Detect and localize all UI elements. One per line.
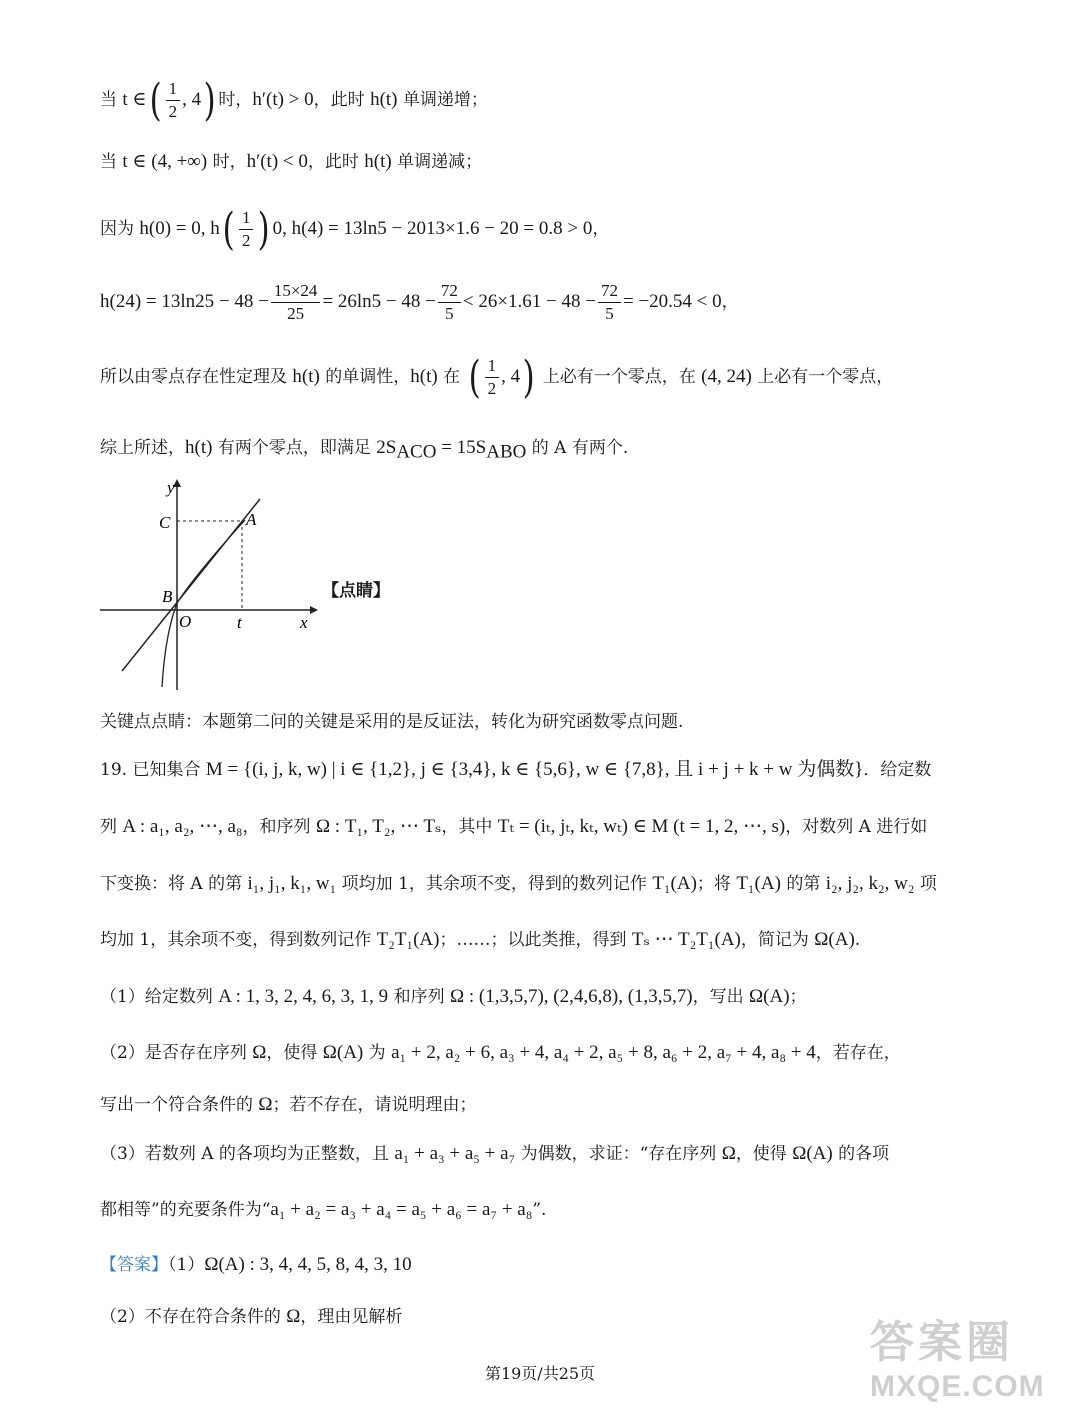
text-fragment: 写出一个符合条件的 xyxy=(100,1095,259,1115)
label-c: C xyxy=(159,513,171,532)
math-expression: h′(t) > 0 xyxy=(252,89,314,110)
text-fragment: （1） xyxy=(168,1255,205,1275)
watermark-url: MXQE.COM xyxy=(870,1370,1045,1403)
text-fragment: 和序列 xyxy=(388,987,450,1007)
left-paren: ( xyxy=(149,74,162,126)
fraction-denominator: 5 xyxy=(445,304,454,323)
right-paren: ) xyxy=(522,351,535,403)
math-expression: Ω xyxy=(258,1094,273,1115)
text-fragment: 上必有一个零点，在 xyxy=(537,367,702,387)
math-expression: = 15S xyxy=(436,437,487,458)
math-expression: A : 1, 3, 2, 4, 6, 3, 1, 9 xyxy=(218,986,389,1007)
text-line-1 xyxy=(100,74,488,126)
subscript: ACO xyxy=(396,441,437,463)
text-fragment: . xyxy=(854,930,861,950)
text-fragment: 19. 已知集合 xyxy=(100,760,206,780)
text-fragment: ；……；以此类推，得到 xyxy=(439,930,632,950)
math-expression: h(0) = 0, h xyxy=(139,218,220,239)
math-expression: Ω(A) xyxy=(792,1143,833,1164)
page-footer: 第19页/共25页 xyxy=(484,1364,596,1383)
fraction-one-half xyxy=(485,355,500,400)
text-fragment: （1）给定数列 xyxy=(100,987,219,1007)
text-line-5 xyxy=(100,351,894,403)
answer-line-1 xyxy=(100,1253,412,1277)
text-fragment: 单调递增； xyxy=(397,90,488,110)
label-b: B xyxy=(162,587,173,606)
fraction-numerator: 1 xyxy=(166,78,181,101)
text-fragment: 因为 xyxy=(100,219,140,239)
left-paren: ( xyxy=(222,203,235,255)
math-expression: T₁(A) xyxy=(736,873,781,894)
tip-heading: 【点睛】 xyxy=(322,581,390,601)
math-expression: h′(t) < 0 xyxy=(246,151,308,172)
text-line-3 xyxy=(100,203,610,255)
text-fragment: 列 xyxy=(100,817,123,837)
function-graph-figure xyxy=(95,475,325,695)
fraction-numerator: 1 xyxy=(239,207,254,230)
text-fragment: ，此时 xyxy=(313,90,371,110)
math-expression: h(24) = 13ln25 − 48 − xyxy=(100,291,269,312)
fraction-numerator: 15×24 xyxy=(271,280,321,303)
question-19-line-1 xyxy=(100,758,931,782)
math-expression: , 4 xyxy=(501,366,521,387)
math-expression: = 26ln5 − 48 − xyxy=(322,291,436,312)
fraction-denominator: 2 xyxy=(241,231,251,250)
text-fragment: 关键点点睛：本题第二问的关键是采用的是反证法，转化为研究函数零点问题. xyxy=(100,712,684,732)
text-fragment: ， xyxy=(721,292,739,312)
text-fragment: 为偶数，求证：“存在序列 xyxy=(515,1144,722,1164)
question-19-part-2-line-2 xyxy=(100,1093,477,1117)
text-fragment: ，此时 xyxy=(307,152,365,172)
math-expression: T₁(A) xyxy=(652,873,697,894)
text-line-7 xyxy=(100,710,683,734)
math-expression: Ω : T₁, T₂, ⋯ Tₛ xyxy=(315,816,442,837)
text-fragment: 下变换：将 A 的第 xyxy=(100,874,248,894)
text-fragment: 时， xyxy=(207,152,247,172)
question-19-part-3-line-2 xyxy=(100,1198,546,1222)
fraction-numerator: 72 xyxy=(438,280,461,303)
question-19-part-1 xyxy=(100,985,807,1009)
math-expression: Ω(A) xyxy=(814,929,855,950)
question-19-line-3 xyxy=(100,872,937,896)
text-fragment: ，其中 xyxy=(441,817,498,837)
math-expression: t ∈ xyxy=(122,89,147,110)
fraction-one-half xyxy=(239,207,254,252)
text-fragment: ，写出 xyxy=(692,987,750,1007)
label-a: A xyxy=(246,510,257,529)
fraction-one-half xyxy=(166,78,181,123)
text-fragment: ； xyxy=(789,987,807,1007)
answer-tag: 【答案】 xyxy=(100,1255,168,1275)
text-fragment: 的 A 有两个. xyxy=(526,438,629,458)
text-fragment: ”. xyxy=(532,1200,547,1220)
text-fragment: 所以由零点存在性定理及 xyxy=(100,367,293,387)
math-expression: i₂, j₂, k₂, w₂ xyxy=(825,873,915,894)
math-expression: h(t) xyxy=(370,89,398,110)
text-fragment: 项均加 1，其余项不变，得到的数列记作 xyxy=(336,874,653,894)
math-expression: Ω xyxy=(252,1042,267,1063)
left-paren: ( xyxy=(468,351,481,403)
math-expression: h(t) xyxy=(410,366,438,387)
text-fragment: ．给定数 xyxy=(863,760,932,780)
curve xyxy=(162,520,245,687)
text-fragment: 当 xyxy=(100,152,123,172)
math-expression: Tₜ = (iₜ, jₜ, kₜ, wₜ) ∈ M (t = 1, 2, ⋯, s) xyxy=(497,816,786,837)
math-expression: , 4 xyxy=(182,89,202,110)
fraction xyxy=(271,280,321,325)
right-paren: ) xyxy=(203,74,216,126)
text-line-4 xyxy=(100,280,739,325)
fraction xyxy=(598,280,621,325)
text-fragment: 均加 1，其余项不变，得到数列记作 xyxy=(100,930,377,950)
fraction-denominator: 2 xyxy=(487,379,497,398)
text-fragment: 当 xyxy=(100,90,123,110)
fraction-denominator: 2 xyxy=(168,102,178,121)
math-expression: A : a₁, a₂, ⋯, a₈ xyxy=(122,816,243,837)
right-paren: ) xyxy=(258,203,271,255)
text-fragment: 的单调性， xyxy=(319,367,411,387)
text-fragment: 都相等”的充要条件为“ xyxy=(100,1200,271,1220)
math-expression: h(t) xyxy=(185,437,213,458)
label-t: t xyxy=(237,613,242,632)
text-fragment: 为 xyxy=(363,1043,392,1063)
text-fragment: ，使得 xyxy=(266,1043,323,1063)
math-expression: a₁ + a₃ + a₅ + a₇ xyxy=(394,1143,516,1164)
subscript: ABO xyxy=(486,441,527,463)
math-expression: = −20.54 < 0 xyxy=(623,291,722,312)
text-fragment: ；将 xyxy=(696,874,737,894)
math-expression: i₁, j₁, k₁, w₁ xyxy=(247,873,337,894)
text-fragment: （2）是否存在序列 xyxy=(100,1043,253,1063)
x-axis-arrow xyxy=(310,606,318,614)
text-fragment: ；若不存在，请说明理由； xyxy=(272,1095,477,1115)
fraction-numerator: 1 xyxy=(485,355,500,378)
math-expression: Ω(A) : 3, 4, 4, 5, 8, 4, 3, 10 xyxy=(204,1254,412,1275)
math-expression: Ω(A) xyxy=(749,986,790,1007)
text-fragment: 的第 xyxy=(780,874,826,894)
math-expression: 0, h(4) = 13ln5 − 2013×1.6 − 20 = 0.8 > 0 xyxy=(272,218,593,239)
text-fragment: 时， xyxy=(218,90,253,110)
text-fragment: ， xyxy=(592,219,610,239)
fraction xyxy=(438,280,461,325)
text-fragment: ，对数列 A 进行如 xyxy=(785,817,928,837)
text-line-2 xyxy=(100,150,482,174)
text-fragment: ，和序列 xyxy=(242,817,316,837)
math-expression: h(t) xyxy=(364,151,392,172)
text-fragment: 项 xyxy=(914,874,937,894)
math-expression: 2S xyxy=(376,437,397,458)
text-fragment: 上必有一个零点， xyxy=(751,367,894,387)
math-expression: a₁ + 2, a₂ + 6, a₃ + 4, a₄ + 2, a₅ + 8, a₆ + 2, a₇ + 4, a₈ + 4 xyxy=(391,1042,816,1063)
text-fragment: 在 xyxy=(437,367,466,387)
question-19-part-2-line-1 xyxy=(100,1041,901,1065)
math-expression: Ω xyxy=(286,1306,301,1327)
math-expression: (4, 24) xyxy=(701,366,752,387)
text-line-6 xyxy=(100,436,628,464)
watermark-logo-text: 答案圈 xyxy=(870,1318,1014,1367)
text-fragment: ，简记为 xyxy=(740,930,815,950)
text-fragment: 有两个零点，即满足 xyxy=(212,438,377,458)
text-fragment: （2）不存在符合条件的 xyxy=(100,1307,287,1327)
math-expression: Ω xyxy=(721,1143,736,1164)
watermark xyxy=(870,1306,1070,1406)
math-expression: Tₛ ⋯ T₂T₁(A) xyxy=(631,929,741,950)
fraction-numerator: 72 xyxy=(598,280,621,303)
question-19-line-4 xyxy=(100,928,860,952)
math-expression: a₁ + a₂ = a₃ + a₄ = a₅ + a₆ = a₇ + a₈ xyxy=(270,1199,533,1220)
math-expression: h(t) xyxy=(292,366,320,387)
math-expression: < 26×1.61 − 48 − xyxy=(462,291,596,312)
answer-line-2 xyxy=(100,1305,402,1329)
tangent-line xyxy=(122,499,260,671)
text-fragment: 的各项 xyxy=(832,1144,890,1164)
text-fragment: 单调递减； xyxy=(391,152,483,172)
text-fragment: ，若存在， xyxy=(815,1043,901,1063)
math-expression: t ∈ (4, +∞) xyxy=(122,151,208,172)
math-expression: T₂T₁(A) xyxy=(376,929,440,950)
question-19-part-3-line-1 xyxy=(100,1142,889,1166)
label-o: O xyxy=(179,612,192,631)
label-y: y xyxy=(167,478,175,497)
fraction-denominator: 5 xyxy=(605,304,614,323)
fraction-denominator: 25 xyxy=(287,304,305,323)
math-expression: M = {(i, j, k, w) | i ∈ {1,2}, j ∈ {3,4}, k ∈ {5,6}, w ∈ {7,8}, 且 i + j + k + w 为偶数} xyxy=(205,759,864,780)
text-fragment: （3）若数列 A 的各项均为正整数，且 xyxy=(100,1144,395,1164)
label-x: x xyxy=(300,613,308,632)
text-fragment: ，使得 xyxy=(735,1144,793,1164)
text-fragment: 综上所述， xyxy=(100,438,185,458)
math-expression: Ω : (1,3,5,7), (2,4,6,8), (1,3,5,7) xyxy=(450,986,693,1007)
question-19-line-2 xyxy=(100,815,927,839)
math-expression: Ω(A) xyxy=(322,1042,364,1063)
text-fragment: ，理由见解析 xyxy=(300,1307,403,1327)
